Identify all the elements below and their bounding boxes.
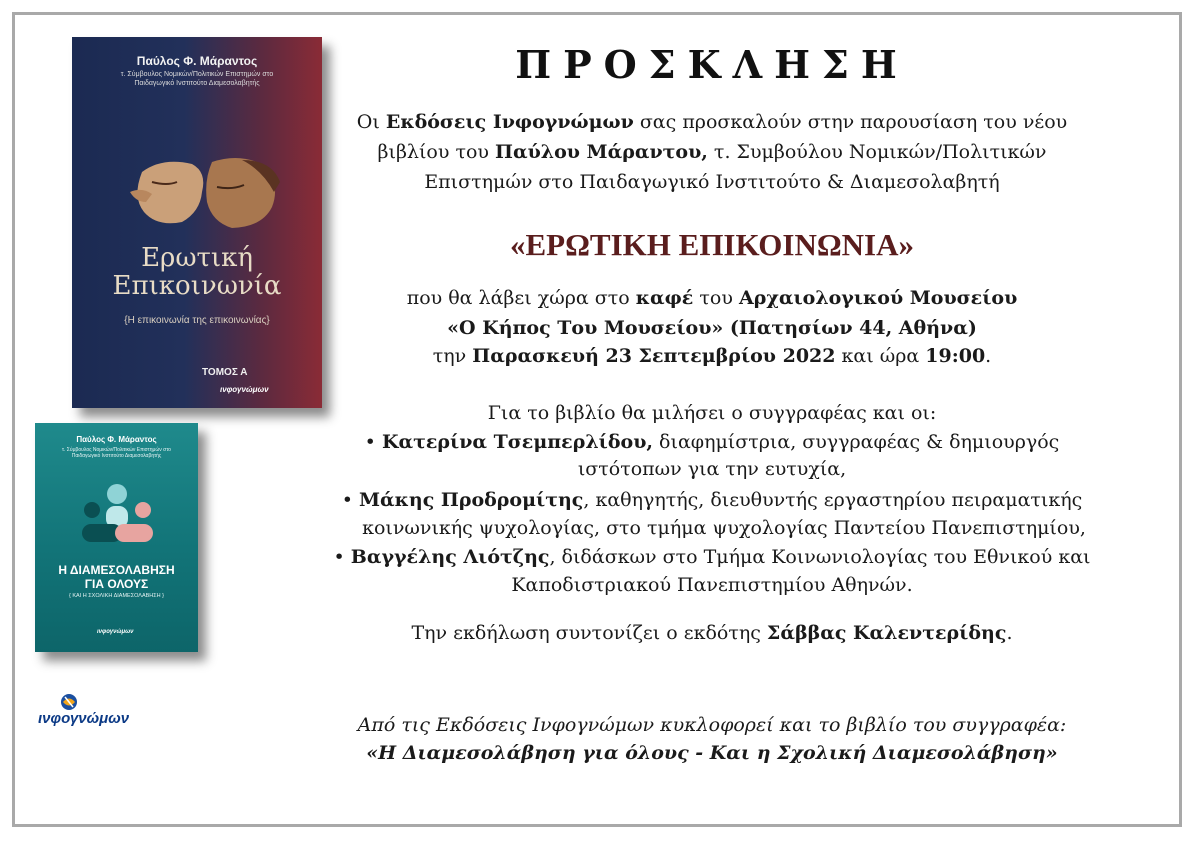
globe-icon	[60, 693, 78, 711]
speaker-3-desc-cont: Καποδιστριακού Πανεπιστημίου Αθηνών.	[511, 574, 913, 596]
book-title: «ΕΡΩΤΙΚΗ ΕΠΙΚΟΙΝΩΝΙΑ»	[509, 227, 914, 262]
publisher-name: Εκδόσεις Ινφογνώμων	[385, 111, 634, 133]
publisher-phone: 2103316036	[38, 739, 147, 759]
book1-publisher-logo: ινφογνώμων	[220, 385, 269, 394]
venue-text: του	[693, 287, 739, 309]
book2-subtitle: { ΚΑΙ Η ΣΧΟΛΙΚΗ ΔΙΑΜΕΣΟΛΑΒΗΣΗ }	[69, 593, 164, 599]
speaker-1-desc: διαφημίστρια, συγγραφέας & δημιουργός	[653, 431, 1060, 453]
book2-author: Παύλος Φ. Μάραντος	[76, 435, 157, 444]
venue-line-1	[250, 285, 1174, 311]
book-cover-mediation	[35, 423, 198, 652]
book2-title-line2: ΓΙΑ ΟΛΟΥΣ	[84, 577, 149, 591]
author-name: Παύλου Μάραντου,	[495, 141, 708, 163]
invitation-heading: ΠΡΟΣΚΛΗΣΗ	[515, 42, 909, 87]
book1-subtitle: {Η επικοινωνία της επικοινωνίας}	[124, 315, 270, 326]
book1-title-line2: Επικοινωνία	[112, 271, 282, 301]
venue-line-2: «Ο Κήπος Του Μουσείου» (Πατησίων 44, Αθήνα)	[447, 317, 977, 339]
speakers-intro: Για το βιβλίο θα μιλήσει ο συγγραφέας και οι:	[487, 402, 937, 424]
venue-text: που θα λάβει χώρα στο	[406, 287, 636, 309]
speaker-3-name: Βαγγέλης Λιότζης	[350, 546, 550, 568]
book1-volume: ΤΟΜΟΣ Α	[202, 367, 248, 378]
speaker-2-name: Μάκης Προδρομίτης	[358, 489, 584, 511]
speaker-1	[250, 429, 1174, 455]
bullet: •	[341, 489, 353, 511]
coordinator-text: .	[1006, 622, 1013, 644]
book1-author: Παύλος Φ. Μάραντος	[136, 54, 258, 68]
coordinator-line	[250, 620, 1174, 646]
intro-text: τ. Συμβούλου Νομικών/Πολιτικών	[707, 141, 1047, 163]
date-text: .	[985, 345, 992, 367]
publisher-logo	[38, 693, 138, 731]
venue-museum: Αρχαιολογικού Μουσείου	[738, 287, 1018, 309]
event-date: Παρασκευή 23 Σεπτεμβρίου 2022	[472, 345, 836, 367]
book1-affiliation: τ. Σύμβουλος Νομικών/Πολιτικών Επιστημών στο Παιδαγωγικό Ινστιτούτο Διαμεσολαβητής	[120, 71, 274, 87]
intro-text: βιβλίου του	[377, 141, 495, 163]
venue-cafe: καφέ	[635, 287, 694, 309]
speaker-3-desc: , διδάσκων στο Τμήμα Κοινωνιολογίας του Εθνικού και	[549, 546, 1091, 568]
intro-line-3: Επιστημών στο Παιδαγωγικό Ινστιτούτο & Διαμεσολαβητή	[424, 171, 1000, 193]
date-line	[250, 343, 1174, 369]
publisher-email[interactable]: info@infognomon.gr	[38, 791, 215, 811]
speaker-2-desc-cont: κοινωνικής ψυχολογίας, στο τμήμα ψυχολογίας Παντείου Πανεπιστημίου,	[362, 517, 1086, 539]
date-text: την	[432, 345, 473, 367]
book2-title	[35, 563, 198, 591]
intro-line-1	[250, 109, 1174, 135]
publisher-logo-text: ινφογνώμων	[38, 710, 130, 727]
intro-line-2	[250, 139, 1174, 165]
speaker-2-desc: , καθηγητής, διευθυντής εργαστηρίου πειραματικής	[583, 489, 1083, 511]
speaker-2	[250, 487, 1174, 513]
coordinator-name: Σάββας Καλεντερίδης	[766, 622, 1007, 644]
intro-text: Οι	[356, 111, 386, 133]
speaker-1-name: Κατερίνα Τσεμπερλίδου,	[381, 431, 654, 453]
footer-note: Από τις Εκδόσεις Ινφογνώμων κυκλοφορεί και το βιβλίο του συγγραφέα:	[357, 714, 1067, 736]
bullet: •	[364, 431, 376, 453]
book2-title-line1: Η ΔΙΑΜΕΣΟΛΑΒΗΣΗ	[58, 563, 175, 577]
event-time: 19:00	[925, 345, 986, 367]
book2-publisher-logo: ινφογνώμων	[97, 629, 134, 635]
book1-title-line1: Ερωτική	[141, 243, 253, 273]
people-illustration	[80, 480, 155, 560]
footer-book-title: «Η Διαμεσολάβηση για όλους - Και η Σχολική Διαμεσολάβηση»	[366, 742, 1058, 764]
book2-affiliation: τ. Σύμβουλος Νομικών/Πολιτικών Επιστημών στο Παιδαγωγικό Ινστιτούτο Διαμεσολαβητής	[62, 447, 171, 459]
date-text: και ώρα	[835, 345, 926, 367]
speaker-1-desc-cont: ιστότοπων για την ευτυχία,	[577, 458, 847, 480]
coordinator-text: Την εκδήλωση συντονίζει ο εκδότης	[411, 622, 767, 644]
speaker-3	[250, 544, 1174, 570]
publisher-website[interactable]: www.infognomon.com	[38, 765, 229, 785]
intro-text: σας προσκαλούν στην παρουσίαση του νέου	[633, 111, 1068, 133]
bullet: •	[333, 546, 345, 568]
